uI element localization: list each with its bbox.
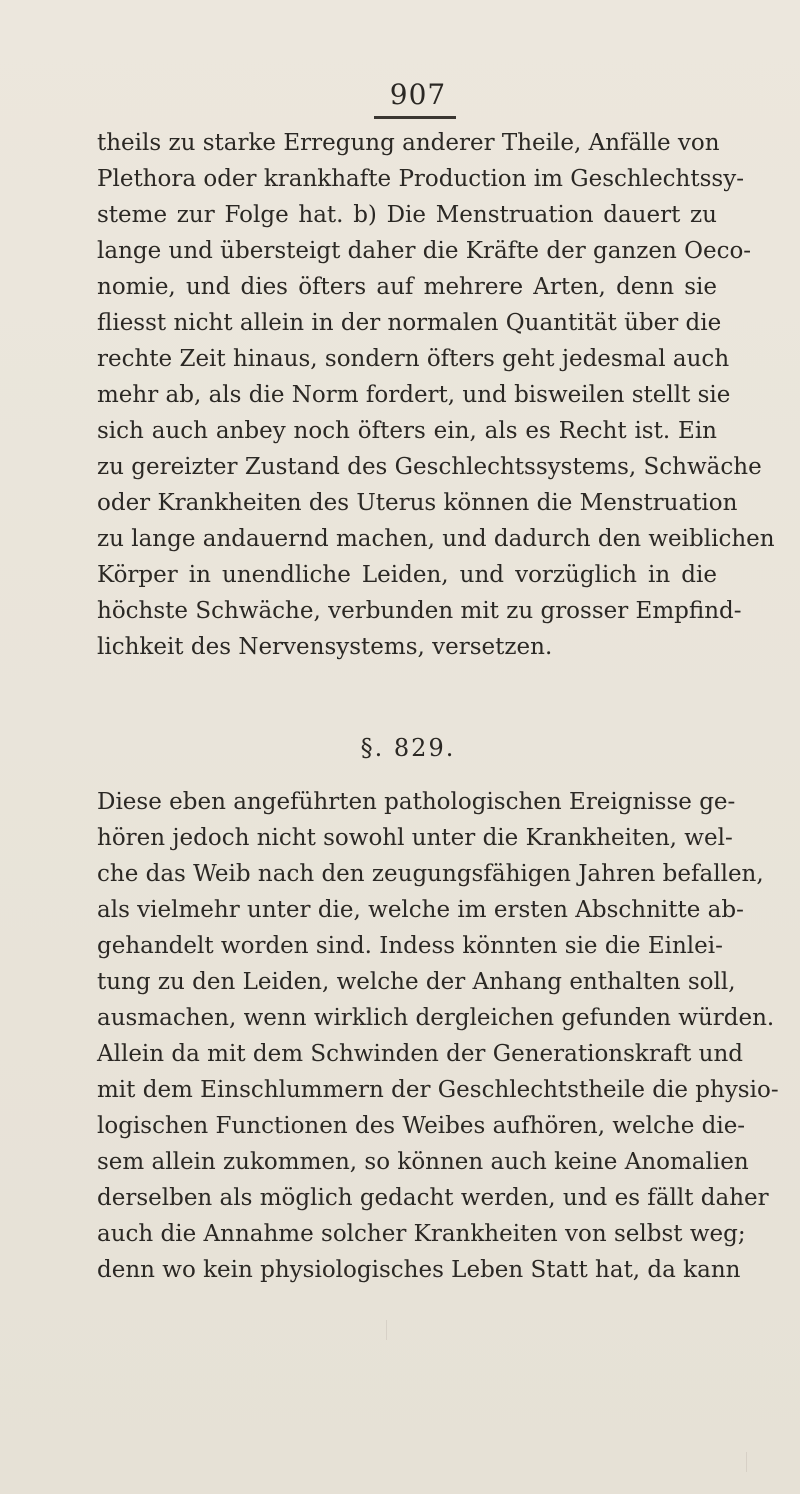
text-line: zu lange andauernd machen, und dadurch den weiblichen: [97, 526, 775, 552]
text-line: che das Weib nach den zeugungsfähigen Jahren befallen,: [97, 861, 764, 887]
paragraph-2: [97, 784, 779, 1288]
text-line: hören jedoch nicht sowohl unter die Krankheiten, wel-: [97, 825, 733, 851]
text-line: ausmachen, wenn wirklich dergleichen gefunden würden.: [97, 1005, 775, 1031]
text-line: rechte Zeit hinaus, sondern öfters geht jedesmal auch: [97, 346, 730, 372]
text-line: steme zur Folge hat. b) Die Menstruation dauert zu: [97, 202, 717, 228]
page-number: 907: [389, 78, 447, 111]
section-heading: §. 829.: [360, 734, 456, 762]
text-line: derselben als möglich gedacht werden, und es fällt daher: [97, 1185, 769, 1211]
text-line: gehandelt worden sind. Indess könnten sie die Einlei-: [97, 933, 723, 959]
text-line: Allein da mit dem Schwinden der Generationskraft und: [97, 1041, 743, 1067]
text-line: höchste Schwäche, verbunden mit zu grosser Empfind-: [97, 598, 742, 624]
text-line: zu gereizter Zustand des Geschlechtssystems, Schwäche: [97, 454, 762, 480]
text-line: denn wo kein physiologisches Leben Statt hat, da kann: [97, 1257, 741, 1283]
text-line: sich auch anbey noch öfters ein, als es Recht ist. Ein: [97, 418, 717, 444]
page-number-rule: [374, 116, 456, 119]
text-line: nomie, und dies öfters auf mehrere Arten, denn sie: [97, 274, 717, 300]
text-line: sem allein zukommen, so können auch keine Anomalien: [97, 1149, 749, 1175]
scan-speck: [746, 1452, 747, 1472]
text-line: Plethora oder krankhafte Production im Geschlechtssy-: [97, 166, 744, 192]
text-line: Körper in unendliche Leiden, und vorzüglich in die: [97, 562, 717, 588]
text-line: fliesst nicht allein in der normalen Quantität über die: [97, 310, 722, 336]
text-line: mit dem Einschlummern der Geschlechtstheile die physio-: [97, 1077, 779, 1103]
text-line: lichkeit des Nervensystems, versetzen.: [97, 634, 553, 660]
text-line: Diese eben angeführten pathologischen Ereignisse ge-: [97, 789, 736, 815]
paragraph-1: [97, 125, 775, 665]
text-line: lange und übersteigt daher die Kräfte der ganzen Oeco-: [97, 238, 752, 264]
text-line: mehr ab, als die Norm fordert, und bisweilen stellt sie: [97, 382, 731, 408]
text-line: logischen Functionen des Weibes aufhören, welche die-: [97, 1113, 746, 1139]
scan-speck: [386, 1320, 387, 1340]
text-line: auch die Annahme solcher Krankheiten von selbst weg;: [97, 1221, 746, 1247]
text-line: als vielmehr unter die, welche im ersten Abschnitte ab-: [97, 897, 744, 923]
text-line: oder Krankheiten des Uterus können die Menstruation: [97, 490, 738, 516]
text-line: tung zu den Leiden, welche der Anhang enthalten soll,: [97, 969, 736, 995]
text-line: theils zu starke Erregung anderer Theile, Anfälle von: [97, 130, 720, 156]
